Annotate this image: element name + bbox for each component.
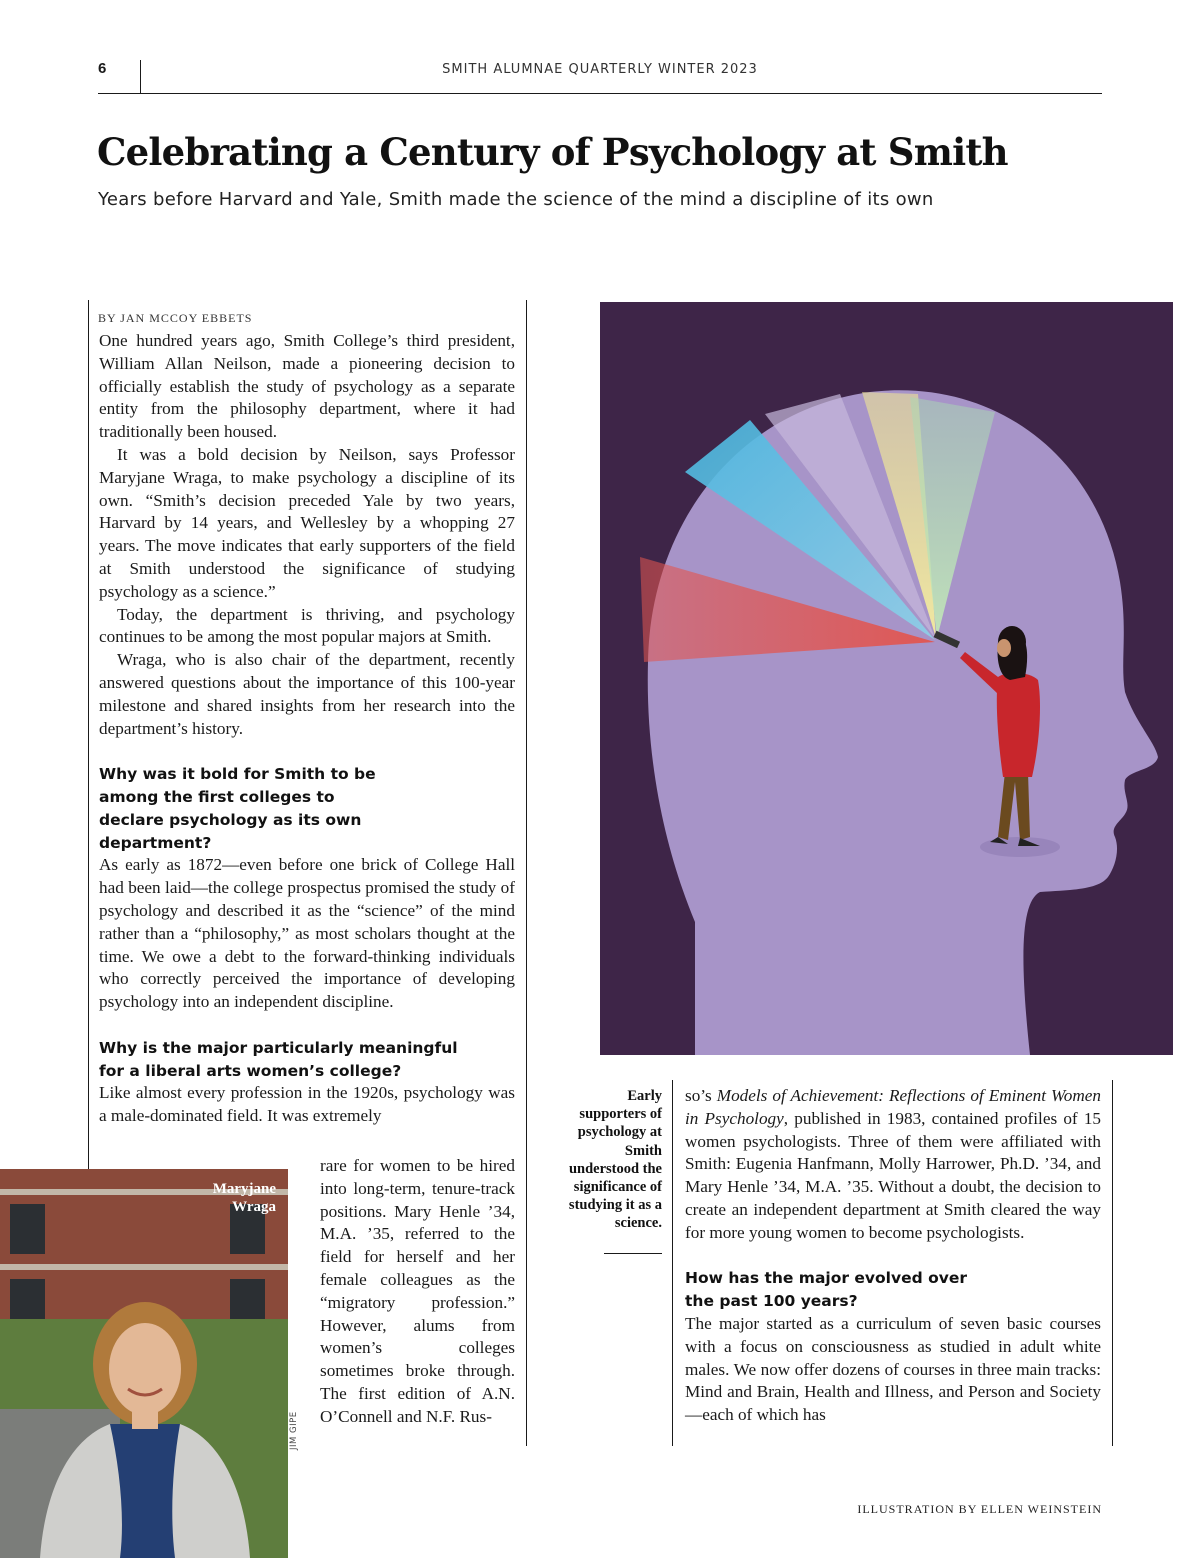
paragraph: It was a bold decision by Neilson, says Professor Maryjane Wraga, to make psychology a discipline of its own. “Smith’s decision preceded Yale by two years, Harvard by 14 years, and Wellesley by a whopping 27 years. The move indicates that early supporters of the field at Smith understood the significance of studying psychology as a science.” bbox=[99, 444, 515, 601]
paragraph: Wraga, who is also chair of the department, recently answered questions about the importance of this 100-year milestone and shared insights from her research into the department’s history. bbox=[99, 650, 515, 738]
photo-credit bbox=[289, 1410, 303, 1450]
right-column-text bbox=[685, 1085, 1101, 1427]
wrapped-text bbox=[320, 1155, 515, 1429]
portrait-photo bbox=[0, 1169, 288, 1558]
paragraph: Like almost every profession in the 1920s, psychology was a male-dominated field. It was extremely bbox=[99, 1083, 515, 1126]
paragraph: so’s Models of Achievement: Reflections of Eminent Women in Psychology, published in 1983, contained profiles of 15 women psychologists. Three of them were affiliated with Smith: Eugenia Hanfmann, Molly Harrower, Ph.D. ’34, and Mary Henle ’34, M.A. ’35. Without a doubt, the decision to create an independent department at Smith cleared the way for more young women to become psychologists. bbox=[685, 1086, 1102, 1242]
photo-credit-text: JIM GIPE bbox=[289, 1411, 299, 1450]
question-heading: Why was it bold for Smith to be among the first colleges to declare psychology as its own department? bbox=[99, 765, 376, 852]
article-title: Celebrating a Century of Psychology at Smith bbox=[97, 130, 1008, 174]
paragraph: The major started as a curriculum of seven basic courses with a focus on consciousness as studied in adult white males. We now offer dozens of courses in three main tracks: Mind and Brain, Health and Illness, and Person and Society—each of which has bbox=[685, 1313, 1101, 1425]
running-header: SMITH ALUMNAE QUARTERLY WINTER 2023 bbox=[442, 62, 758, 77]
left-column-rule bbox=[88, 300, 89, 1169]
right-column-rule-right bbox=[1112, 1080, 1113, 1446]
paragraph: As early as 1872—even before one brick of College Hall had been laid—the college prospectus promised the study of psychology and described it as the “science” of the mind rather than a “philosophy,” as most scholars thought at the time. We owe a debt to the forward-thinking individuals who correctly perceived the importance of developing psychology into an independent discipline. bbox=[99, 855, 515, 1012]
paragraph: One hundred years ago, Smith College’s third president, William Allan Neilson, made a pioneering decision to officially establish the study of psychology as a separate entity from the philosophy department, where it had traditionally been housed. bbox=[99, 331, 515, 442]
pull-quote-rule bbox=[604, 1253, 662, 1254]
question-heading: Why is the major particularly meaningful for a liberal arts women’s college? bbox=[99, 1038, 458, 1080]
header-rule bbox=[98, 93, 1102, 94]
page-number: 6 bbox=[98, 60, 107, 77]
column-divider bbox=[526, 300, 527, 1446]
paragraph: rare for women to be hired into long-term, tenure-track positions. Mary Henle ’34, M.A. ’35, referred to the field for herself and her female colleagues as the “migratory profession.” However, alums from women’s colleges sometimes broke through. The first edition of A.N. O’Connell and N.F. Rus- bbox=[320, 1156, 515, 1426]
question-heading: How has the major evolved over the past 100 years? bbox=[685, 1269, 968, 1311]
portrait-caption: Maryjane Wraga bbox=[212, 1181, 276, 1215]
article-subtitle: Years before Harvard and Yale, Smith made the science of the mind a discipline of its own bbox=[98, 189, 934, 210]
book-title: Models of Achievement: Reflections of Eminent Women in Psychology bbox=[685, 1086, 1101, 1128]
head-illustration bbox=[600, 302, 1173, 1055]
pull-quote: Early supporters of psychology at Smith understood the significance of studying it as a science. bbox=[568, 1088, 662, 1232]
left-column-text bbox=[99, 330, 515, 1128]
right-column-rule-left bbox=[672, 1080, 673, 1446]
paragraph: Today, the department is thriving, and psychology continues to be among the most popular majors at Smith. bbox=[99, 604, 515, 647]
illustration-credit: ILLUSTRATION BY ELLEN WEINSTEIN bbox=[857, 1502, 1102, 1516]
byline: BY JAN MCCOY EBBETS bbox=[98, 311, 253, 325]
